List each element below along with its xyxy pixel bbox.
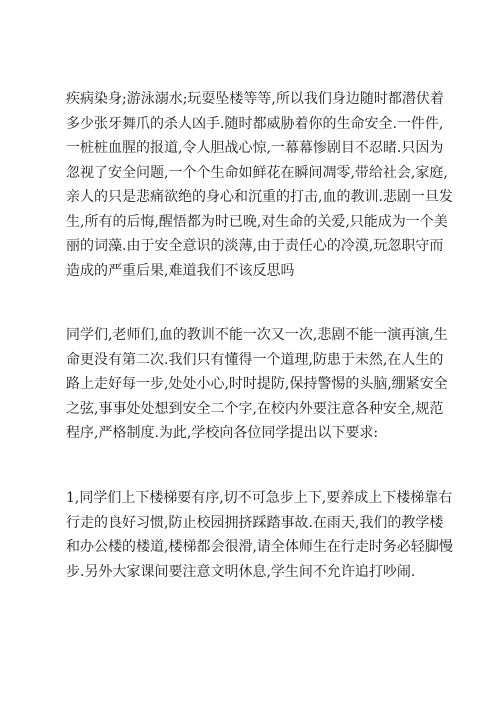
text-line: 丽的词藻.由于安全意识的淡薄,由于责任心的冷漠,玩忽职守而 <box>66 238 444 254</box>
text-line: 和办公楼的楼道,楼梯都会很滑,请全体师生在行走时务必轻脚慢 <box>66 539 453 555</box>
text-line: 路上走好每一步,处处小心,时时提防,保持警惕的头脑,绷紧安全 <box>66 376 448 392</box>
text-line: 多少张牙舞爪的杀人凶手.随时都威胁着你的生命安全.一件件, <box>66 115 444 132</box>
text-line: 忽视了安全问题,一个个生命如鲜花在瞬间凋零,带给社会,家庭, <box>66 164 448 181</box>
text-line: 生,所有的后悔,醒悟都为时已晚,对生命的关爱,只能成为一个美 <box>66 213 448 230</box>
text-line: 一桩桩血腥的报道,令人胆战心惊,一幕幕惨剧目不忍睹.只因为 <box>66 140 444 156</box>
paragraph-safety-hazards <box>66 87 466 283</box>
text-line: 1,同学们上下楼梯要有序,切不可急步上下,要养成上下楼梯靠右 <box>66 490 453 506</box>
text-line: 行走的良好习惯,防止校园拥挤踩踏事故.在雨天,我们的教学楼 <box>66 514 444 531</box>
text-line: 造成的严重后果,难道我们不该反思吗 <box>66 262 295 279</box>
paragraph-requirement-1 <box>66 486 466 584</box>
text-line: 之弦,事事处处想到安全二个字,在校内外要注意各种安全,规范 <box>66 400 444 417</box>
text-line: 步.另外大家课间要注意文明休息,学生间不允许追打吵闹. <box>66 563 416 580</box>
paragraph-address-to-students <box>66 323 466 446</box>
text-line: 程序,严格制度.为此,学校向各位同学提出以下要求: <box>66 425 379 441</box>
text-line: 亲人的只是悲痛欲绝的身心和沉重的打击,血的教训.悲剧一旦发 <box>66 189 453 205</box>
text-line: 命更没有第二次.我们只有懂得一个道理,防患于未然,在人生的 <box>66 351 444 368</box>
text-line: 疾病染身;游泳溺水;玩耍坠楼等等,所以我们身边随时都潜伏着 <box>66 91 444 107</box>
text-line: 同学们,老师们,血的教训不能一次又一次,悲剧不能一演再演,生 <box>66 327 448 343</box>
